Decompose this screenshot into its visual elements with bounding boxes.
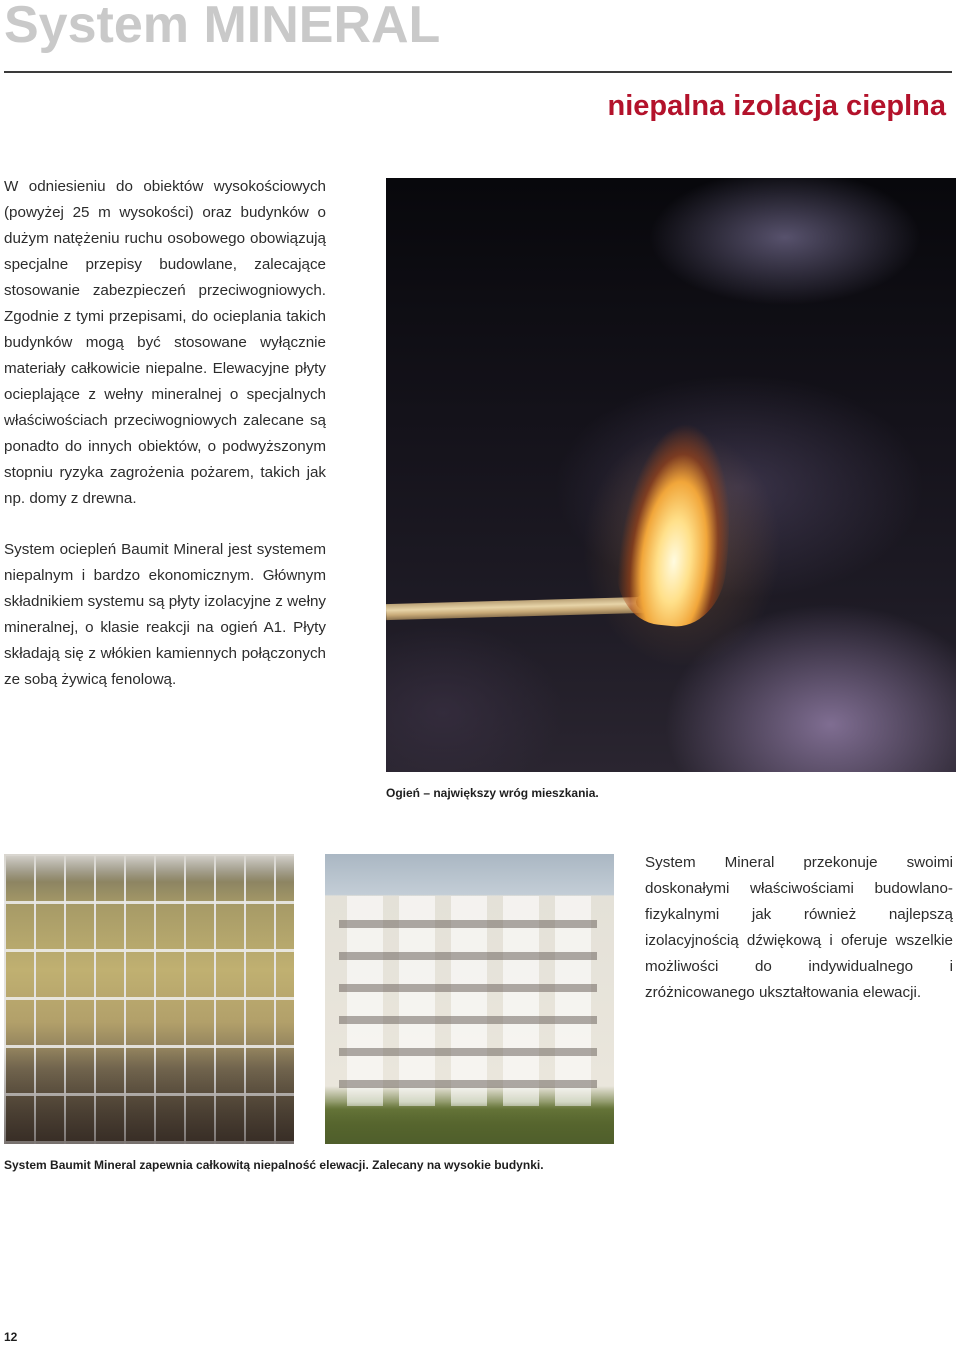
intro-paragraph: W odniesieniu do obiektów wysokościowych (powyżej 25 m wysokości) oraz budynków o dużym natężeniu ruchu osobowego obowiązują specjalne przepisy budowlane, zalecające stosowanie zabezpieczeń przeciwogniowych. Zgodnie z tymi przepisami, do ocieplania takich budynków mogą być stosowane wyłącznie materiały całkowicie niepalne. Elewacyjne płyty ocieplające z wełny mineralnej o specjalnych właściwościach przeciwogniowych zalecane są ponadto do innych obiektów, o podwyższonym stopniu ryzyka zagrożenia pożarem, takich jak np. domy z drewna. <box>4 178 326 507</box>
page-number: 12 <box>4 1330 18 1344</box>
title-divider <box>4 71 952 73</box>
scaffolding-insulation-photo <box>4 854 294 1144</box>
benefits-paragraph: System Mineral przekonuje swoimi doskonałymi właściwościami budowlano-fizykalnymi jak również najlepszą izolacyjnością dźwiękową i oferuje wszelkie możliwości do indywidualnego i zróżnicowanego ukształtowania elewacji. <box>645 854 953 1001</box>
building-balconies <box>339 896 597 1106</box>
building-greenery <box>325 1102 614 1144</box>
page-subtitle: niepalna izolacja cieplna <box>607 90 946 122</box>
buildings-photo-caption: System Baumit Mineral zapewnia całkowitą niepalność elewacji. Zalecany na wysokie budynki. <box>4 1158 544 1172</box>
scaffold-shade <box>4 1049 294 1144</box>
scaffold-sky <box>4 854 294 882</box>
page-title: System MINERAL <box>4 0 441 54</box>
apartment-building-photo <box>325 854 614 1144</box>
fire-photo-caption: Ogień – największy wróg mieszkania. <box>386 786 599 800</box>
burning-match-photo <box>386 178 956 772</box>
system-paragraph: System ociepleń Baumit Mineral jest systemem niepalnym i bardzo ekonomicznym. Głównym składnikiem systemu są płyty izolacyjne z wełny mineralnej, o klasie reakcji na ogień A1. Płyty składają się z włókien kamiennych połączonych ze sobą żywicą fenolową. <box>4 541 326 688</box>
